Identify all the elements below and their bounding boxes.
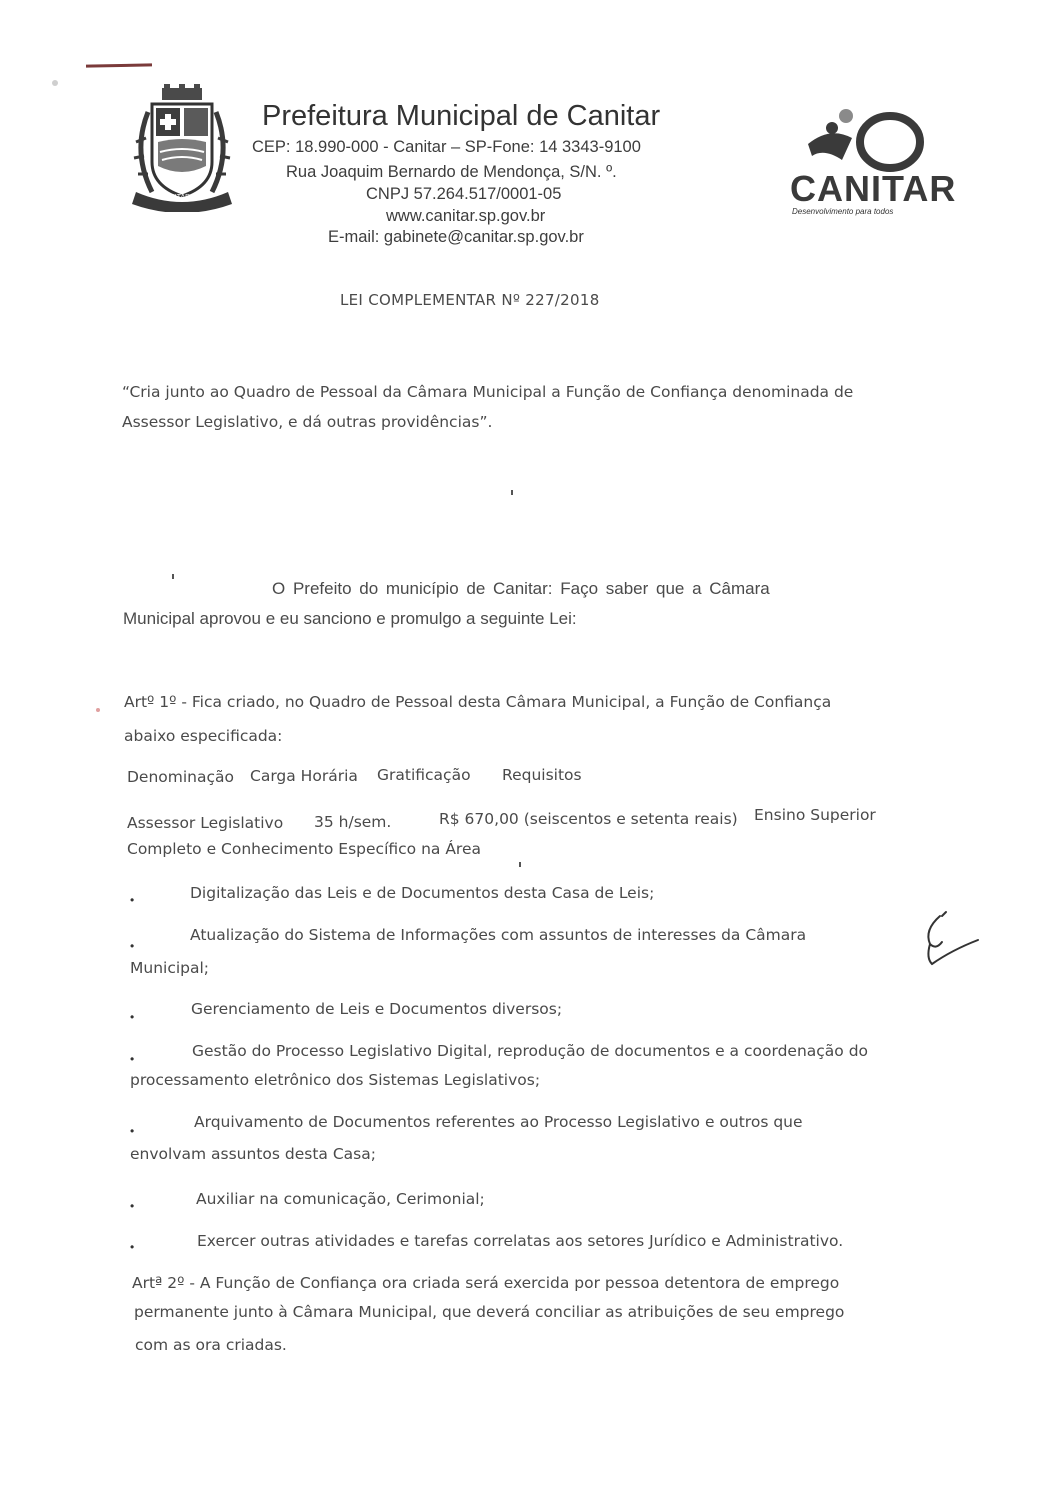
table-header-requisitos: Requisitos — [502, 766, 582, 784]
article-1-text: abaixo especificada: — [124, 727, 283, 745]
article-1-text: Artº 1º - Fica criado, no Quadro de Pessoal desta Câmara Municipal, a Função de Confiança — [124, 693, 832, 711]
article-2-text: com as ora criadas. — [135, 1336, 287, 1354]
bullet-icon: • — [130, 939, 135, 953]
logo-tagline: Desenvolvimento para todos — [792, 207, 894, 216]
speck — [511, 490, 513, 495]
table-header-carga-horaria: Carga Horária — [250, 767, 358, 785]
summary-line: Assessor Legislativo, e dá outras providências”. — [122, 413, 493, 431]
table-cell-hours: 35 h/sem. — [314, 813, 392, 831]
table-cell-pay: R$ 670,00 (seiscentos e setenta reais) — [439, 810, 738, 828]
list-item: Auxiliar na comunicação, Cerimonial; — [196, 1190, 485, 1208]
table-header-gratificacao: Gratificação — [377, 766, 471, 784]
bullet-icon: • — [130, 1010, 135, 1024]
signature-initial — [922, 910, 986, 970]
list-item: processamento eletrônico dos Sistemas Legislativos; — [130, 1071, 541, 1089]
table-cell-name: Assessor Legislativo — [127, 814, 284, 832]
header-cnpj-line: CNPJ 57.264.517/0001-05 — [366, 185, 562, 203]
list-item: Municipal; — [130, 959, 210, 977]
preamble-line: Municipal aprovou e eu sanciono e promulgo a seguinte Lei: — [123, 609, 577, 628]
speck — [172, 574, 174, 579]
summary-line: “Cria junto ao Quadro de Pessoal da Câmara Municipal a Função de Confiança denominada de — [122, 383, 854, 401]
table-cell-requirements: Ensino Superior — [754, 806, 876, 824]
header-address-line: Rua Joaquim Bernardo de Mendonça, S/N. º. — [286, 163, 617, 181]
header-email-line: E-mail: gabinete@canitar.sp.gov.br — [328, 228, 584, 246]
speck — [52, 80, 58, 86]
list-item: Atualização do Sistema de Informações com assuntos de interesses da Câmara — [190, 926, 807, 944]
bullet-icon: • — [130, 1199, 135, 1213]
list-item: Gestão do Processo Legislativo Digital, reprodução de documentos e a coordenação do — [192, 1042, 869, 1060]
coat-of-arms-icon — [122, 82, 242, 212]
table-header-denominacao: Denominação — [127, 768, 235, 786]
speck — [96, 708, 100, 712]
list-item: Exercer outras atividades e tarefas correlatas aos setores Jurídico e Administrativo. — [197, 1232, 844, 1250]
header-website-line: www.canitar.sp.gov.br — [386, 207, 546, 225]
list-item: Arquivamento de Documentos referentes ao Processo Legislativo e outros que — [194, 1113, 803, 1131]
bullet-icon: • — [130, 1240, 135, 1254]
header-cep-line: CEP: 18.990-000 - Canitar – SP-Fone: 14 3343-9100 — [252, 138, 641, 156]
pen-mark — [86, 63, 152, 67]
table-cell-requirements: Completo e Conhecimento Específico na Área — [127, 840, 481, 858]
article-2-text: Artª 2º - A Função de Confiança ora criada será exercida por pessoa detentora de emprego — [132, 1274, 840, 1292]
list-item: Digitalização das Leis e de Documentos desta Casa de Leis; — [190, 884, 655, 902]
law-title: LEI COMPLEMENTAR Nº 227/2018 — [340, 291, 600, 309]
speck — [519, 862, 521, 867]
preamble-line: O Prefeito do município de Canitar: Faço saber que a Câmara — [272, 579, 770, 598]
logo-wordmark: CANITAR — [790, 168, 957, 209]
page-title: Prefeitura Municipal de Canitar — [262, 100, 661, 132]
seal-ribbon-text: CANITAR — [160, 194, 191, 201]
list-item: Gerenciamento de Leis e Documentos diversos; — [191, 1000, 563, 1018]
list-item: envolvam assuntos desta Casa; — [130, 1145, 376, 1163]
bullet-icon: • — [130, 1124, 135, 1138]
bullet-icon: • — [130, 1052, 135, 1066]
article-2-text: permanente junto à Câmara Municipal, que deverá conciliar as atribuições de seu emprego — [134, 1303, 845, 1321]
bullet-icon: • — [130, 893, 135, 907]
